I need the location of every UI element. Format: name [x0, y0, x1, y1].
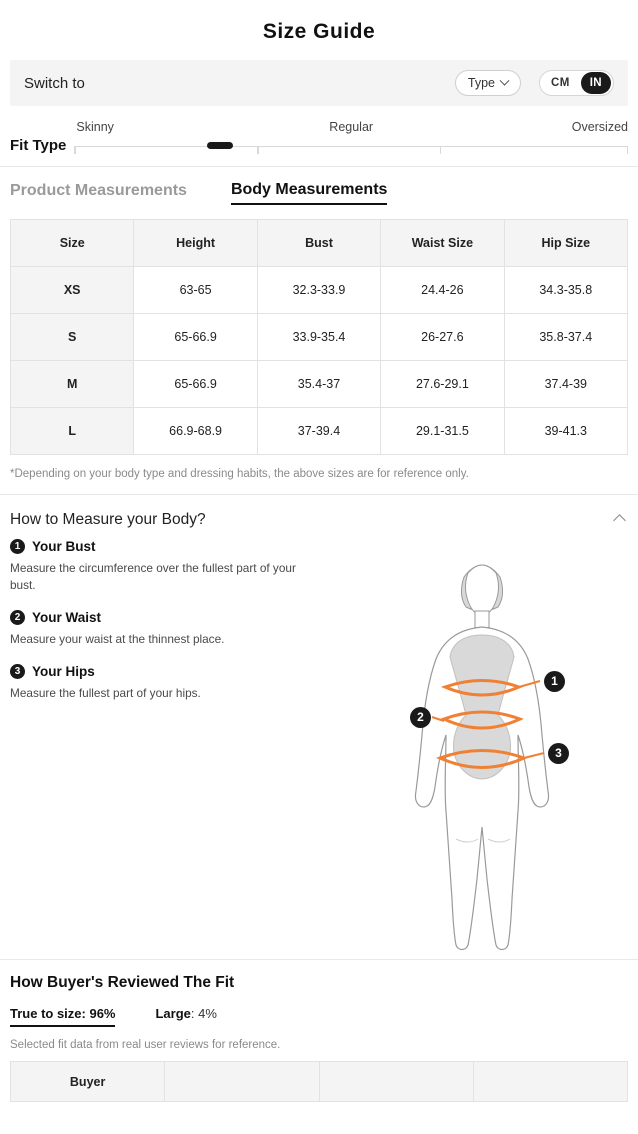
- table-row: [11, 408, 628, 455]
- cell-size: L: [11, 408, 134, 455]
- cell-height: 66.9-68.9: [134, 408, 257, 455]
- cell-size: XS: [11, 267, 134, 314]
- tab-body-measurements[interactable]: Body Measurements: [231, 181, 388, 205]
- stat-large[interactable]: [155, 1006, 216, 1021]
- step-badge-2: 2: [10, 610, 25, 625]
- slider-tick-3: [627, 147, 629, 154]
- cell-waist: 29.1-31.5: [381, 408, 504, 455]
- stat-large-value: : 4%: [190, 1006, 217, 1021]
- cell-waist: 26-27.6: [381, 314, 504, 361]
- fit-type-label: Fit Type: [10, 137, 67, 154]
- slider-track: [74, 146, 628, 156]
- figure-badge-1: 1: [544, 671, 565, 692]
- cell-hip: 34.3-35.8: [504, 267, 627, 314]
- unit-option-cm[interactable]: CM: [551, 77, 570, 89]
- table-row: [11, 314, 628, 361]
- slider-tick-2: [440, 147, 442, 154]
- cell-height: 63-65: [134, 267, 257, 314]
- cell-bust: 33.9-35.4: [257, 314, 380, 361]
- column-header-height: Height: [134, 220, 257, 267]
- slider-tick-1: [257, 147, 259, 154]
- reviewed-fit-title: How Buyer's Reviewed The Fit: [10, 974, 235, 991]
- size-table: [10, 219, 628, 455]
- type-dropdown[interactable]: [455, 70, 521, 96]
- measure-item-hips: [10, 664, 320, 702]
- table-header-row: [11, 1062, 628, 1102]
- measure-item-waist: [10, 610, 320, 648]
- switch-to-label: Switch to: [24, 74, 85, 92]
- step-badge-3: 3: [10, 664, 25, 679]
- figure-badge-3: 3: [548, 743, 569, 764]
- chevron-down-icon: [500, 75, 510, 85]
- measure-item-title: Your Waist: [32, 610, 102, 626]
- table-header-row: [11, 220, 628, 267]
- column-header-blank-3: [473, 1062, 627, 1102]
- cell-waist: 27.6-29.1: [381, 361, 504, 408]
- cell-bust: 32.3-33.9: [257, 267, 380, 314]
- type-dropdown-label: Type: [467, 76, 495, 90]
- measure-item-desc: Measure your waist at the thinnest place.: [10, 632, 225, 647]
- fit-option-regular[interactable]: Regular: [329, 120, 374, 134]
- measure-item-bust: [10, 539, 320, 594]
- cell-size: S: [11, 314, 134, 361]
- size-table-wrap: [0, 213, 638, 455]
- table-row: [11, 361, 628, 408]
- how-to-measure-body: [0, 539, 638, 959]
- how-to-measure-header[interactable]: [0, 495, 638, 539]
- fit-option-skinny[interactable]: Skinny: [76, 120, 114, 134]
- column-header-blank-1: [165, 1062, 319, 1102]
- fit-type-options: [74, 120, 628, 142]
- table-row: [11, 267, 628, 314]
- column-header-bust: Bust: [257, 220, 380, 267]
- measure-item-desc: Measure the fullest part of your hips.: [10, 686, 201, 701]
- reviewed-fit-stats: [10, 1006, 628, 1027]
- unit-switch-bar: [10, 60, 628, 106]
- page-title: Size Guide: [262, 20, 376, 43]
- unit-option-in[interactable]: IN: [581, 72, 611, 94]
- measure-item-title: Your Hips: [32, 664, 95, 680]
- unit-toggle[interactable]: [539, 70, 614, 96]
- column-header-waist: Waist Size: [381, 220, 504, 267]
- measure-instructions: [10, 539, 320, 959]
- stat-large-label: Large: [155, 1006, 191, 1021]
- measure-item-desc: Measure the circumference over the fullest part of your bust.: [10, 561, 296, 593]
- cell-height: 65-66.9: [134, 314, 257, 361]
- stat-true-to-size[interactable]: True to size: 96%: [10, 1006, 115, 1027]
- cell-size: M: [11, 361, 134, 408]
- slider-tick-0: [74, 147, 76, 154]
- cell-bust: 35.4-37: [257, 361, 380, 408]
- body-figure-illustration: [332, 539, 632, 959]
- female-body-diagram: [332, 539, 632, 959]
- column-header-blank-2: [319, 1062, 473, 1102]
- measure-item-title: Your Bust: [32, 539, 96, 554]
- measurement-tabs: [0, 167, 638, 213]
- chevron-up-icon[interactable]: [613, 514, 626, 527]
- fit-type-slider[interactable]: [74, 120, 628, 156]
- fit-type-section: [0, 106, 638, 167]
- cell-hip: 37.4-39: [504, 361, 627, 408]
- slider-knob[interactable]: [207, 142, 233, 149]
- size-table-note: *Depending on your body type and dressing habits, the above sizes are for reference only.: [0, 455, 638, 495]
- cell-waist: 24.4-26: [381, 267, 504, 314]
- tab-product-measurements[interactable]: Product Measurements: [10, 182, 187, 199]
- fit-option-oversized[interactable]: Oversized: [571, 120, 628, 134]
- reviewed-fit-note: Selected fit data from real user reviews for reference.: [10, 1039, 281, 1051]
- cell-hip: 35.8-37.4: [504, 314, 627, 361]
- cell-height: 65-66.9: [134, 361, 257, 408]
- reviewed-fit-section: [0, 959, 638, 1102]
- reviewed-fit-table: [10, 1061, 628, 1102]
- step-badge-1: 1: [10, 539, 25, 554]
- column-header-hip: Hip Size: [504, 220, 627, 267]
- figure-badge-2: 2: [410, 707, 431, 728]
- cell-hip: 39-41.3: [504, 408, 627, 455]
- column-header-size: Size: [11, 220, 134, 267]
- how-to-measure-title: How to Measure your Body?: [10, 511, 206, 528]
- column-header-buyer: Buyer: [11, 1062, 165, 1102]
- cell-bust: 37-39.4: [257, 408, 380, 455]
